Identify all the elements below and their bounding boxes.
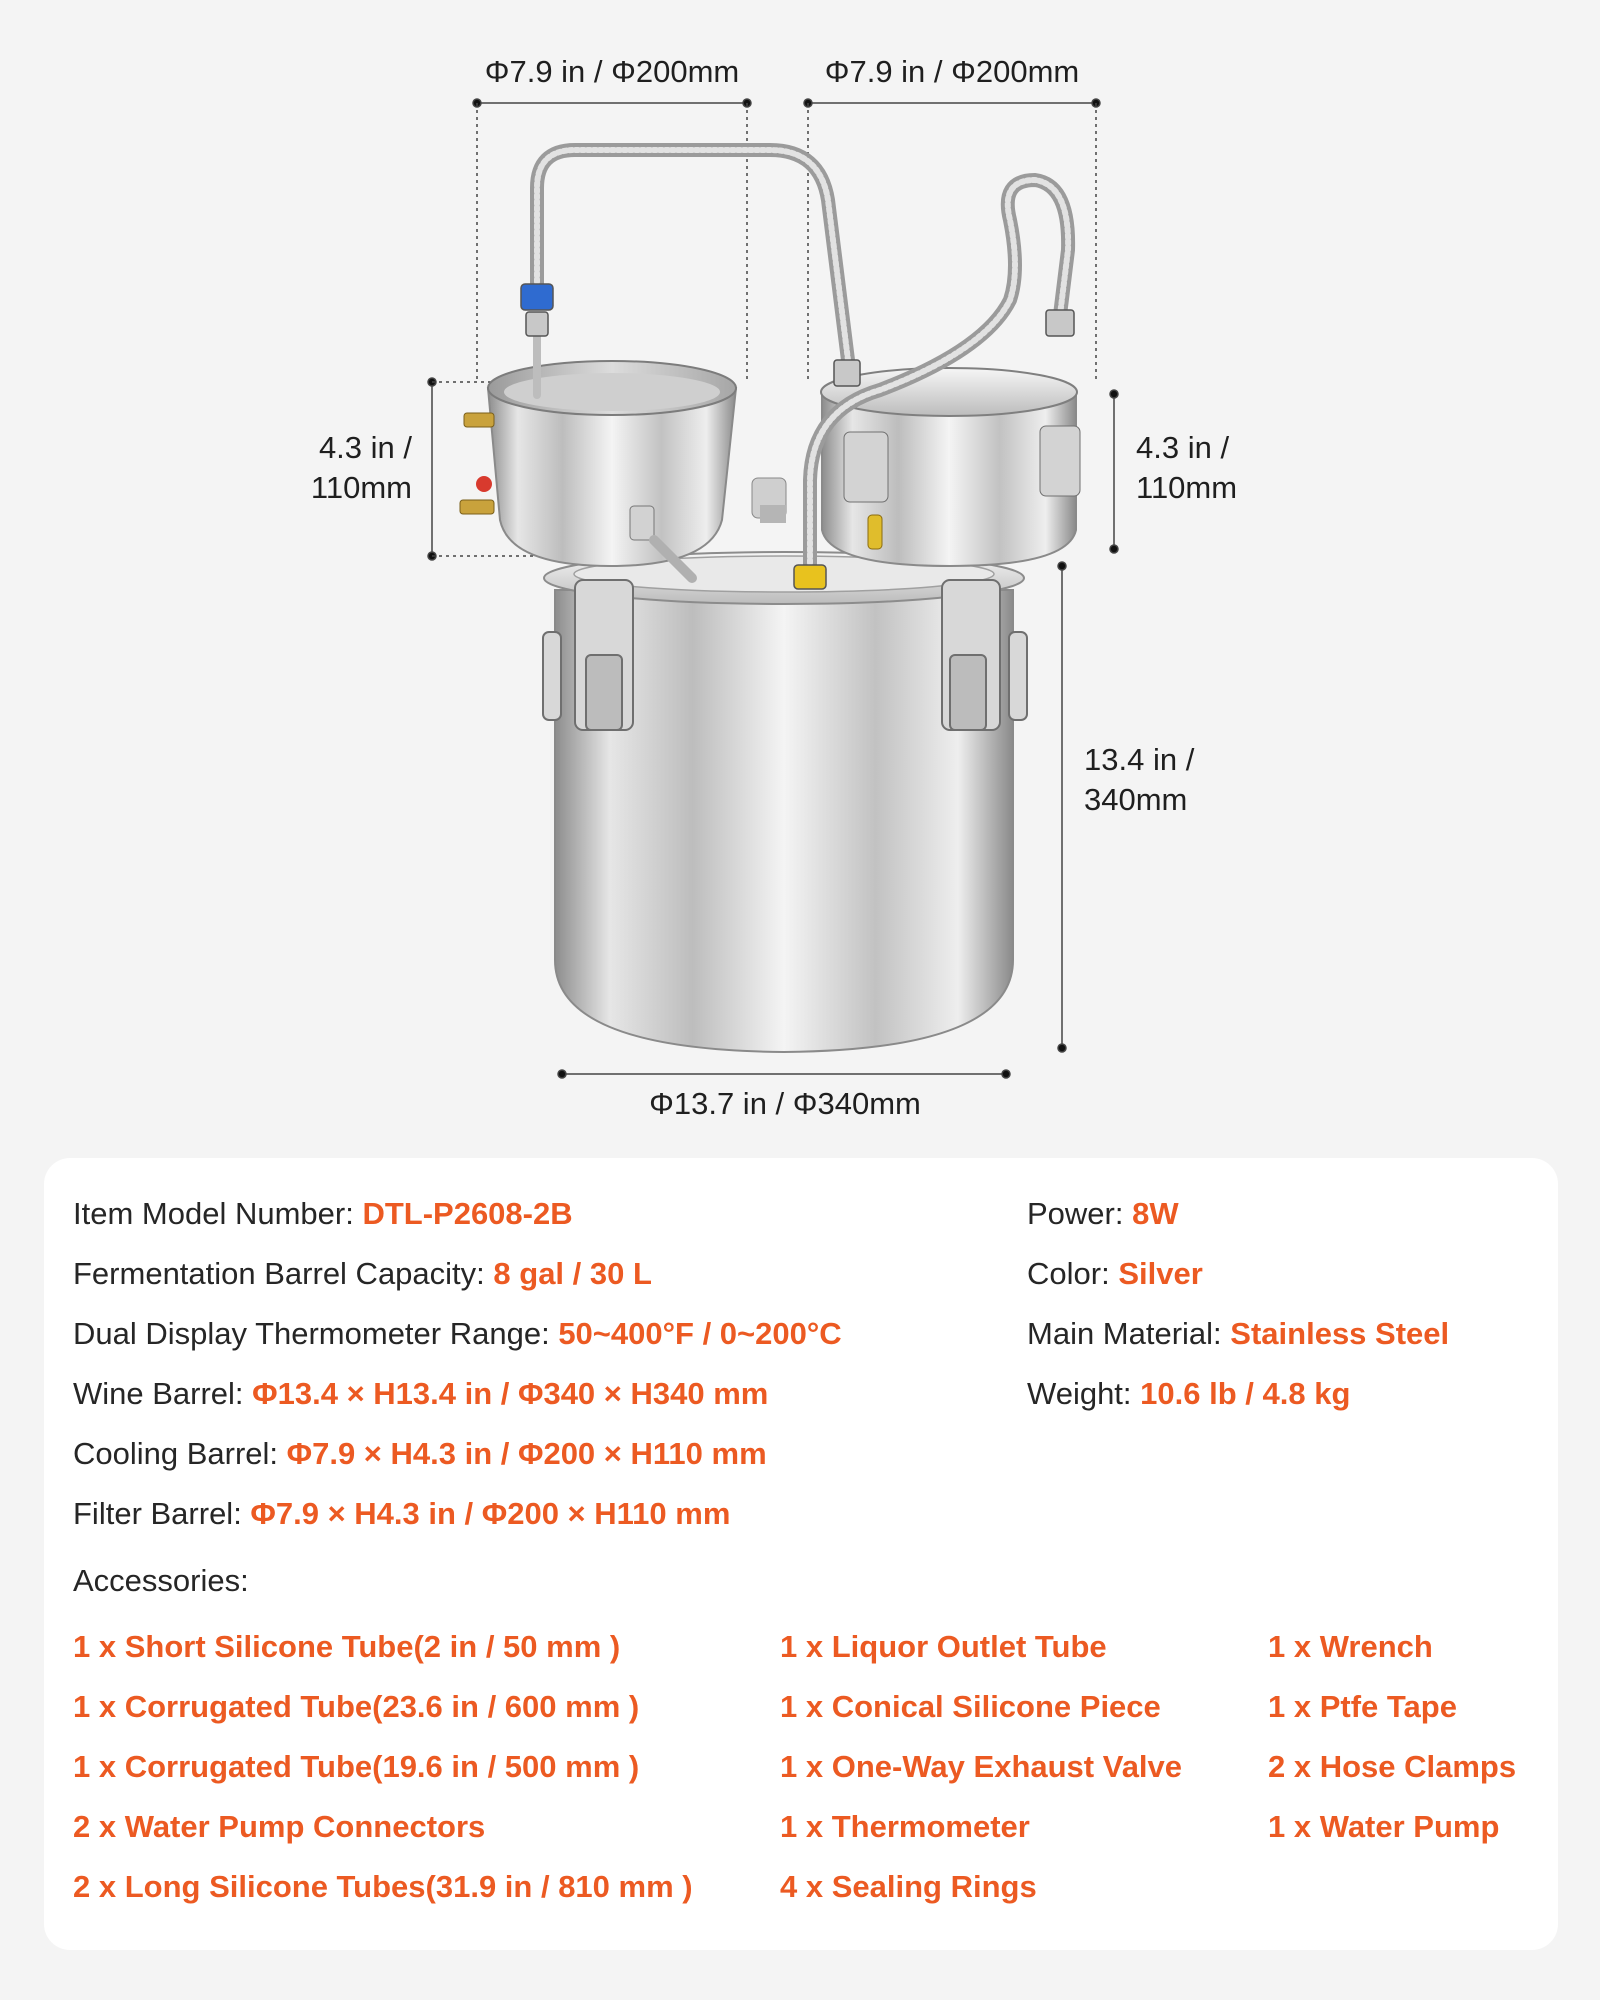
spec-label: Dual Display Thermometer Range: [73,1316,559,1351]
spec-value: Stainless Steel [1230,1316,1450,1351]
spec-value: Silver [1118,1256,1203,1291]
accessory-item: 4 x Sealing Rings [780,1869,1037,1904]
accessory-item: 2 x Hose Clamps [1268,1749,1517,1784]
accessory-item: 1 x Corrugated Tube(23.6 in / 600 mm ) [73,1689,640,1724]
spec-label: Cooling Barrel: [73,1436,287,1471]
spec-label: Fermentation Barrel Capacity: [73,1256,494,1291]
spec-cooling-barrel [73,1434,767,1474]
accessory-item: 1 x Wrench [1268,1629,1433,1664]
spec-label: Weight: [1027,1376,1141,1411]
accessory-item: 1 x Thermometer [780,1809,1030,1844]
spec-label: Power: [1027,1196,1133,1231]
spec-value: 50~400°F / 0~200°C [558,1316,842,1351]
spec-color [1027,1254,1203,1294]
spec-label: Main Material: [1027,1316,1231,1351]
accessory-item: 1 x Liquor Outlet Tube [780,1629,1107,1664]
barrel-height-label-line2: 340mm [1084,782,1188,817]
spec-filter-barrel [73,1494,730,1534]
spec-value: Φ13.4 × H13.4 in / Φ340 × H340 mm [252,1376,769,1411]
accessory-item: 1 x Water Pump [1268,1809,1500,1844]
filter-barrel [460,361,736,578]
spec-thermometer-range [73,1314,842,1354]
spec-label: Color: [1027,1256,1119,1291]
filter-diameter-label: Φ7.9 in / Φ200mm [484,54,740,89]
spec-value: Φ7.9 × H4.3 in / Φ200 × H110 mm [286,1436,767,1471]
accessory-item: 1 x Short Silicone Tube(2 in / 50 mm ) [73,1629,621,1664]
accessory-item: 1 x Conical Silicone Piece [780,1689,1161,1724]
spec-wine-barrel [73,1374,768,1414]
spec-capacity [73,1254,652,1294]
spec-value: 8 gal / 30 L [493,1256,652,1291]
spec-label: Wine Barrel: [73,1376,253,1411]
filter-height-label-line2: 110mm [310,470,412,505]
spec-material [1027,1314,1449,1354]
spec-weight [1027,1374,1350,1414]
accessories-heading [73,1561,249,1601]
cooling-diameter-label: Φ7.9 in / Φ200mm [824,54,1080,89]
accessory-item: 2 x Long Silicone Tubes(31.9 in / 810 mm ) [73,1869,693,1904]
spec-value: Φ7.9 × H4.3 in / Φ200 × H110 mm [250,1496,731,1531]
accessories-heading-text: Accessories: [73,1563,249,1598]
spec-label: Filter Barrel: [73,1496,251,1531]
filter-height-label-line1: 4.3 in / [318,430,412,465]
barrel-diameter-label: Φ13.7 in / Φ340mm [649,1086,921,1121]
spec-model-number [73,1194,573,1234]
spec-value: DTL-P2608-2B [362,1196,573,1231]
accessory-item: 1 x Corrugated Tube(19.6 in / 500 mm ) [73,1749,640,1784]
spec-power [1027,1194,1179,1234]
cooling-height-label-line2: 110mm [1136,470,1238,505]
spec-value: 10.6 lb / 4.8 kg [1140,1376,1351,1411]
accessory-item: 2 x Water Pump Connectors [73,1809,486,1844]
cooling-height-label-line1: 4.3 in / [1136,430,1230,465]
accessory-item: 1 x One-Way Exhaust Valve [780,1749,1183,1784]
spec-label: Item Model Number: [73,1196,363,1231]
accessory-item: 1 x Ptfe Tape [1268,1689,1457,1724]
spec-value: 8W [1132,1196,1179,1231]
barrel-height-label-line1: 13.4 in / [1084,742,1195,777]
